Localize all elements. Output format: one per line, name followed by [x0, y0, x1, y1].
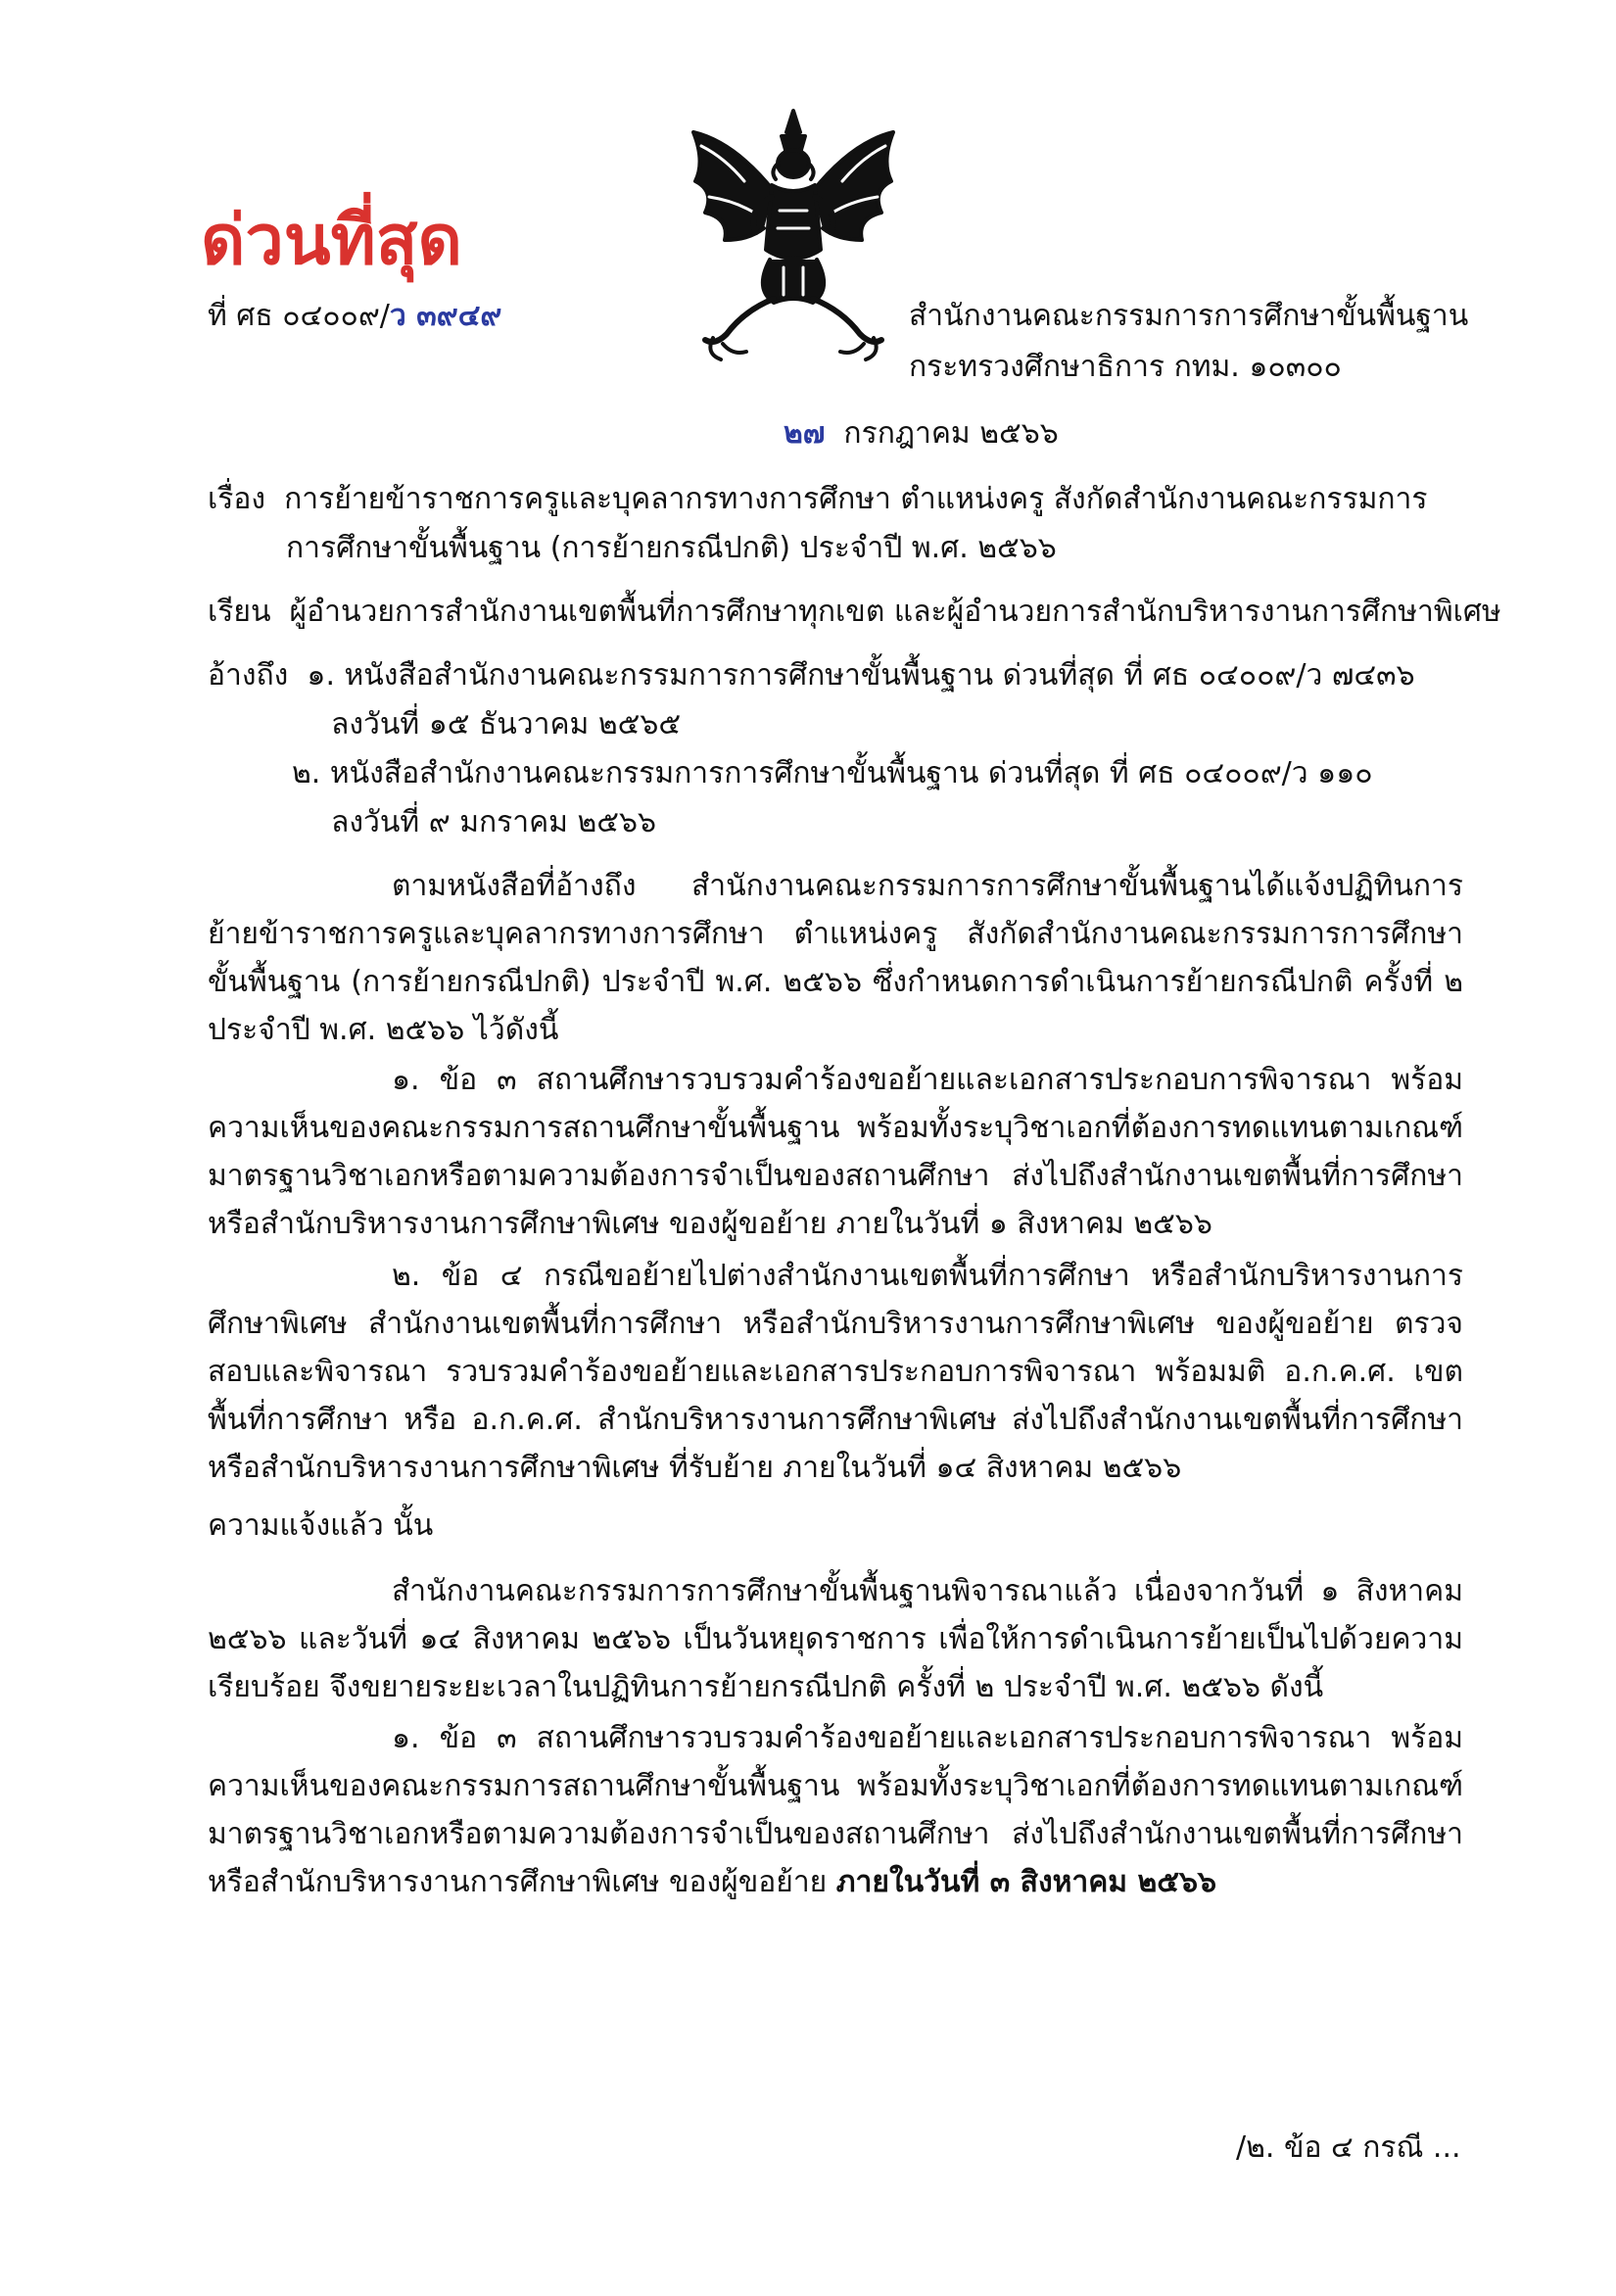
office-address: กระทรวงศึกษาธิการ กทม. ๑๐๓๐๐	[909, 350, 1342, 384]
subject-line	[208, 475, 1428, 523]
recipient-text: ผู้อำนวยการสำนักงานเขตพื้นที่การศึกษาทุกเขต และผู้อำนวยการสำนักบริหารงานการศึกษาพิเศษ	[289, 595, 1501, 629]
date-day-handwritten: ๒๗	[784, 416, 826, 451]
body-paragraph-1-text: ตามหนังสือที่อ้างถึง สำนักงานคณะกรรมการการศึกษาขั้นพื้นฐานได้แจ้งปฏิทินการย้ายข้าราชการครูและบุคลากรทางการศึกษา ตำแหน่งครู สังกัดสำนักงานคณะกรรมการการศึกษาขั้นพื้นฐาน (การย้ายกรณีปกติ) ประจำปี พ.ศ. ๒๕๖๖ ซึ่งกำหนดการดำเนินการย้ายกรณีปกติ ครั้งที่ ๒ ประจำปี พ.ศ. ๒๕๖๖ ไว้ดังนี้	[208, 869, 1463, 1047]
reference-label: อ้างถึง	[208, 658, 289, 693]
subject-text-2: การศึกษาขั้นพื้นฐาน (การย้ายกรณีปกติ) ประจำปี พ.ศ. ๒๕๖๖	[286, 531, 1057, 565]
body-paragraph-4-text: สำนักงานคณะกรรมการการศึกษาขั้นพื้นฐานพิจารณาแล้ว เนื่องจากวันที่ ๑ สิงหาคม ๒๕๖๖ และวันที่ ๑๔ สิงหาคม ๒๕๖๖ เป็นวันหยุดราชการ เพื่อให้การดำเนินการย้ายเป็นไปด้วยความเรียบร้อย จึงขยายระยะเวลาในปฏิทินการย้ายกรณีปกติ ครั้งที่ ๒ ประจำปี พ.ศ. ๒๕๖๖ ดังนี้	[208, 1574, 1463, 1704]
body-paragraph-5	[208, 1714, 1463, 1906]
document-date	[784, 409, 1059, 457]
reference-number	[208, 292, 501, 340]
office-name: สำนักงานคณะกรรมการการศึกษาขั้นพื้นฐาน	[909, 299, 1469, 333]
reference-item-1-line1: ๑. หนังสือสำนักงานคณะกรรมการการศึกษาขั้นพื้นฐาน ด่วนที่สุด ที่ ศธ ๐๔๐๐๙/ว ๗๔๓๖	[307, 658, 1415, 693]
reference-handwritten-number: ว ๓๙๔๙	[389, 299, 502, 333]
body-paragraph-3	[208, 1252, 1463, 1492]
garuda-emblem-icon	[676, 103, 911, 382]
body-paragraph-5-text: ๑. ข้อ ๓ สถานศึกษารวบรวมคำร้องขอย้ายและเอกสารประกอบการพิจารณา พร้อมความเห็นของคณะกรรมการสถานศึกษาขั้นพื้นฐาน พร้อมทั้งระบุวิชาเอกที่ต้องการทดแทนตามเกณฑ์มาตรฐานวิชาเอกหรือตามความต้องการจำเป็นของสถานศึกษา ส่งไปถึงสำนักงานเขตพื้นที่การศึกษาหรือสำนักบริหารงานการศึกษาพิเศษ ของผู้ขอย้าย	[208, 1721, 1463, 1899]
recipient-line	[208, 588, 1501, 636]
date-month-year: กรกฎาคม ๒๕๖๖	[843, 416, 1059, 451]
recipient-label: เรียน	[208, 595, 271, 629]
subject-text-1: การย้ายข้าราชการครูและบุคลากรทางการศึกษา ตำแหน่งครู สังกัดสำนักงานคณะกรรมการ	[284, 482, 1428, 516]
body-paragraph-4	[208, 1567, 1463, 1711]
body-paragraph-2-text: ๑. ข้อ ๓ สถานศึกษารวบรวมคำร้องขอย้ายและเอกสารประกอบการพิจารณา พร้อมความเห็นของคณะกรรมการสถานศึกษาขั้นพื้นฐาน พร้อมทั้งระบุวิชาเอกที่ต้องการทดแทนตามเกณฑ์มาตรฐานวิชาเอกหรือตามความต้องการจำเป็นของสถานศึกษา ส่งไปถึงสำนักงานเขตพื้นที่การศึกษาหรือสำนักบริหารงานการศึกษาพิเศษ ของผู้ขอย้าย ภายในวันที่ ๑ สิงหาคม ๒๕๖๖	[208, 1063, 1463, 1241]
reference-item-2-line1: ๒. หนังสือสำนักงานคณะกรรมการการศึกษาขั้นพื้นฐาน ด่วนที่สุด ที่ ศธ ๐๔๐๐๙/ว ๑๑๐	[292, 756, 1373, 790]
body-paragraph-2	[208, 1056, 1463, 1248]
reference-item-1	[208, 651, 1415, 699]
closing-line: ความแจ้งแล้ว นั้น	[208, 1508, 434, 1543]
urgency-stamp: ด่วนที่สุด	[201, 200, 462, 280]
body-paragraph-3-text: ๒. ข้อ ๔ กรณีขอย้ายไปต่างสำนักงานเขตพื้นที่การศึกษา หรือสำนักบริหารงานการศึกษาพิเศษ สำนักงานเขตพื้นที่การศึกษา หรือสำนักบริหารงานการศึกษาพิเศษ ของผู้ขอย้าย ตรวจสอบและพิจารณา รวบรวมคำร้องขอย้ายและเอกสารประกอบการพิจารณา พร้อมมติ อ.ก.ค.ศ. เขตพื้นที่การศึกษา หรือ อ.ก.ค.ศ. สำนักบริหารงานการศึกษาพิเศษ ส่งไปถึงสำนักงานเขตพื้นที่การศึกษา หรือสำนักบริหารงานการศึกษาพิเศษ ที่รับย้าย ภายในวันที่ ๑๔ สิงหาคม ๒๕๖๖	[208, 1259, 1463, 1485]
subject-label: เรื่อง	[208, 482, 266, 516]
reference-item-2-date: ลงวันที่ ๙ มกราคม ๒๕๖๖	[331, 805, 657, 839]
body-paragraph-1	[208, 862, 1463, 1054]
reference-prefix: ที่ ศธ ๐๔๐๐๙/	[208, 299, 390, 333]
continued-marker: /๒. ข้อ ๔ กรณี ...	[1236, 2130, 1461, 2165]
body-paragraph-5-deadline: ภายในวันที่ ๓ สิงหาคม ๒๕๖๖	[835, 1865, 1217, 1899]
reference-item-1-date: ลงวันที่ ๑๕ ธันวาคม ๒๕๖๕	[331, 707, 682, 741]
